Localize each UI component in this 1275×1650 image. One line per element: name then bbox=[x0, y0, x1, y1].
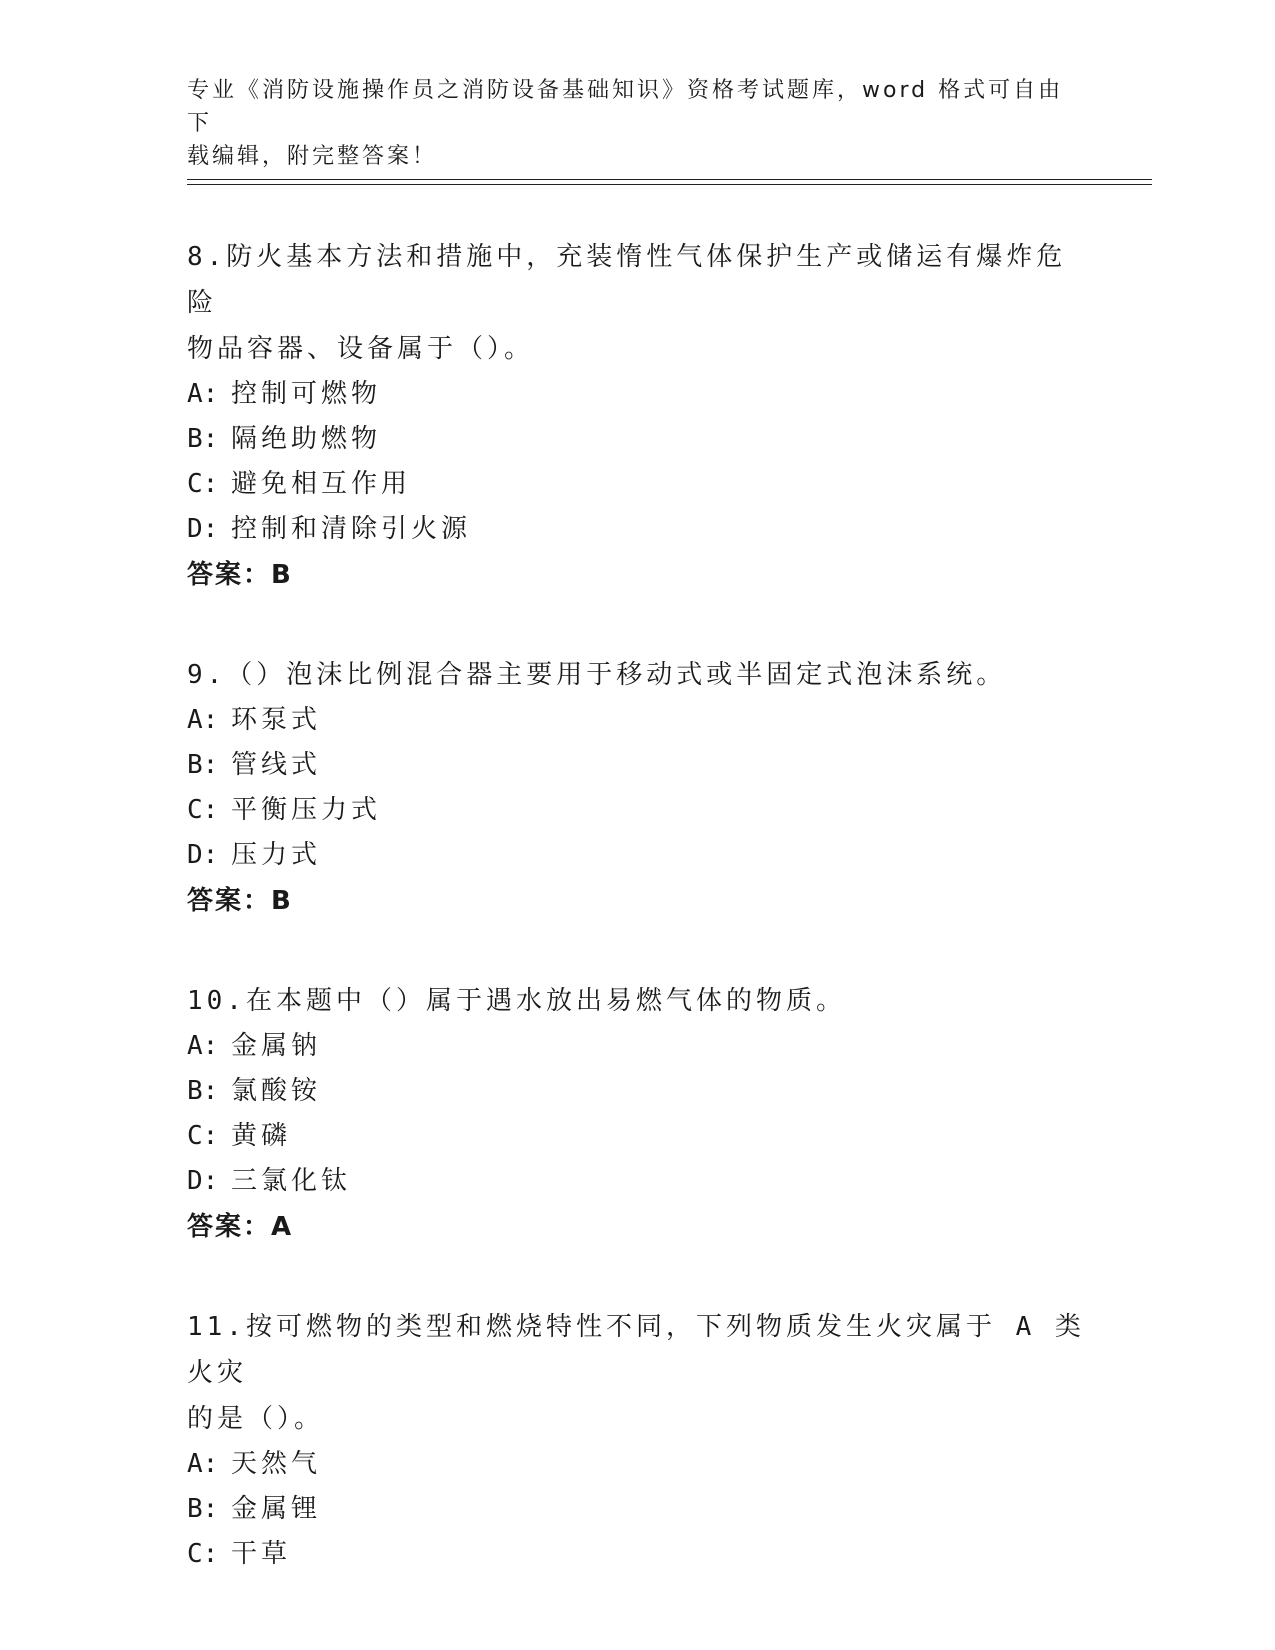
question-list bbox=[187, 234, 1087, 1631]
option-a: A: 天然气 bbox=[187, 1449, 322, 1479]
option-b: B: 氯酸铵 bbox=[187, 1076, 322, 1106]
question-10 bbox=[187, 978, 1087, 1250]
option-b: B: 金属锂 bbox=[187, 1494, 322, 1524]
header-divider-top bbox=[187, 179, 1152, 180]
answer: 答案：B bbox=[187, 886, 293, 916]
document-header bbox=[187, 74, 1067, 173]
answer: 答案：A bbox=[187, 1212, 294, 1242]
question-text: 11.按可燃物的类型和燃烧特性不同，下列物质发生火灾属于 A 类火灾 的是（）。 bbox=[187, 1312, 1085, 1434]
question-8 bbox=[187, 234, 1087, 598]
question-9 bbox=[187, 652, 1087, 924]
header-divider-bottom bbox=[187, 184, 1152, 185]
option-b: B: 管线式 bbox=[187, 750, 322, 780]
option-c: C: 干草 bbox=[187, 1539, 292, 1569]
option-c: C: 避免相互作用 bbox=[187, 469, 412, 499]
option-c: C: 平衡压力式 bbox=[187, 795, 382, 825]
option-d: D: 三氯化钛 bbox=[187, 1166, 352, 1196]
option-a: A: 金属钠 bbox=[187, 1031, 322, 1061]
option-a: A: 环泵式 bbox=[187, 705, 322, 735]
question-text: 8.防火基本方法和措施中，充装惰性气体保护生产或储运有爆炸危险 物品容器、设备属于（）。 bbox=[187, 242, 1067, 364]
question-text: 10.在本题中（）属于遇水放出易燃气体的物质。 bbox=[187, 986, 846, 1016]
header-line-2: 载编辑，附完整答案！ bbox=[187, 144, 438, 169]
option-d: D: 控制和清除引火源 bbox=[187, 514, 472, 544]
answer: 答案：B bbox=[187, 560, 293, 590]
option-c: C: 黄磷 bbox=[187, 1121, 292, 1151]
question-text: 9.（）泡沫比例混合器主要用于移动式或半固定式泡沫系统。 bbox=[187, 660, 1007, 690]
option-d: D: 压力式 bbox=[187, 840, 322, 870]
question-11 bbox=[187, 1304, 1087, 1577]
header-line-1: 专业《消防设施操作员之消防设备基础知识》资格考试题库，word 格式可自由下 bbox=[187, 78, 1064, 136]
option-b: B: 隔绝助燃物 bbox=[187, 424, 382, 454]
option-a: A: 控制可燃物 bbox=[187, 379, 382, 409]
